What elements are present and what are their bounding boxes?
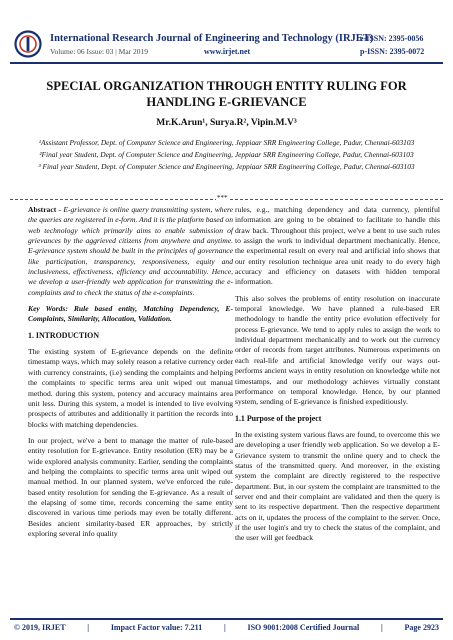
left-column — [28, 205, 233, 545]
footer-page-number: Page 2923 — [404, 623, 439, 632]
footer-impact-factor: Impact Factor value: 7.211 — [110, 623, 203, 632]
affiliation-3: ³ Final year Student, Dept. of Computer Science and Engineering, Jeppiaar SRR Engineering College, Padur, Chennai-603103 — [38, 162, 415, 172]
footer-rule — [10, 618, 443, 620]
irjet-logo-icon — [14, 30, 42, 58]
keywords — [28, 304, 233, 325]
right-column — [235, 205, 440, 550]
intro-paragraph-4: This also solves the problems of entity resolution on inaccurate temporal knowledge. We have planned a rule-based ER methodology to handle the entity price evolution effectively for process E-grievance. We tend to apply rules to assign the work to individual department mechanically and to work out the currency order of records from target attributes. Numerous experiments on each real-life and artificial knowledge verify our ways out-performs ancient ways in entity resolution on knowledge while not timestamps, and our methodology achieves virtually constant performance on temporal knowledge. Hence, by our planned system, sending of E-grievance is finished expeditiously. — [235, 293, 440, 407]
paper-title: SPECIAL ORGANIZATION THROUGH ENTITY RULING FOR HANDLING E-GRIEVANCE — [46, 79, 407, 109]
footer-copyright: © 2019, IRJET — [14, 623, 66, 632]
footer-separator: | — [381, 623, 383, 632]
intro-paragraph-2: In our project, we've a bent to manage the matter of rule-based entity resolution for E-grievance. Entity resolution (ER) may be a wide explored analysis community. Earlier, sending the complaints and helping the complaints to specific terms area unit wiped out manual method. In our planned system, we've enforced the rule-based entity resolution for sending the E-grievance. As a result of the elapsing of some time, records concerning the same entity discovered in various time periods may even be totally different. Besides ancient similarity-based ER approaches, by strictly exploring several info quality — [28, 435, 233, 538]
footer-separator: | — [87, 623, 90, 632]
abstract-label: Abstract - — [28, 205, 62, 214]
footer-separator: | — [223, 623, 226, 632]
affiliation-1: ¹Assistant Professor, Dept. of Computer Science and Engineering, Jeppiaar SRR Engineering College, Padur, Chennai-603103 — [38, 138, 415, 147]
footer-text — [14, 623, 439, 632]
affiliations — [20, 138, 433, 175]
footer-iso: ISO 9001:2008 Certified Journal — [247, 623, 360, 632]
paper-authors: Mr.K.Arun¹, Surya.R², Vipin.M.V³ — [156, 118, 297, 128]
journal-header — [0, 0, 453, 64]
intro-paragraph-3: rules, e.g., matching dependency and data currency, plentiful information are going to be obtained to facilitate to handle this draw back. Throughout this project, we've a bent to use such rules to assign the work to individual department mechanically. Hence, the experimental result on every real and artificial info shows that our entity resolution technique area unit ready to do every high accuracy and efficiency on datasets with hidden temporal information. — [235, 205, 440, 287]
journal-name: International Research Journal of Engineering and Technology (IRJET) — [50, 33, 374, 44]
intro-paragraph-1: The existing system of E-grievance depends on the definite timestamp ways, which may solely reason a relative currency order with currency constraints, (i.e) sending the complaints and helping the complaints to specific terms area unit wiped out manual method. during this system, potency and accuracy maintains area unit less. During this system, a model is intended to live evolving prospects of attributes and additionally it partition the records into blocks with matching dependencies. — [28, 347, 233, 429]
journal-website-link[interactable]: www.irjet.net — [204, 47, 251, 56]
divider-asterisks: *** — [217, 194, 228, 202]
keywords-label: Key Words: — [28, 304, 68, 314]
section-heading-purpose: 1.1 Purpose of the project — [235, 413, 322, 423]
abstract-text: E-grievance is online query transmitting system, where the queries are registered in e-form. And it is the platform based on web technology which primarily aims to enable submission of grievances by the aggrieved citizens from anywhere and anytime. E-grievance system should be built in the principles of governance like participation, transparency, responsiveness, equity and inclusiveness, effectiveness, efficiency and accountability. Hence, we develop a user-friendly web application for transmitting the e-complaints and to check the status of the e-complaints. — [28, 205, 233, 297]
eissn: e-ISSN: 2395-0056 — [360, 34, 424, 43]
header-rule — [10, 62, 443, 64]
page-footer — [0, 618, 453, 640]
pissn: p-ISSN: 2395-0072 — [360, 47, 425, 56]
volume-issue: Volume: 06 Issue: 03 | Mar 2019 — [50, 47, 149, 56]
section-heading-introduction: 1. INTRODUCTION — [28, 330, 100, 340]
abstract — [28, 205, 233, 298]
affiliation-2: ²Final year Student, Dept. of Computer Science and Engineering, Jeppiaar SRR Engineering College, Padur, Chennai-603103 — [39, 150, 414, 160]
keywords-text: Rule based entity, Matching Dependency, E-Complaints, Similarity, Allocation, Validation. — [28, 304, 233, 324]
purpose-paragraph: In the existing system various flaws are found, to overcome this we are developing a user friendly web application. So we develop a E-Grievance system to transmit the online query and to check the status of the transmitted query. And moreover, in the existing system the complaint are directly registered to the respective department. But, in our system the complaint are transmitted to the server end and their complaint are validated and then the query is sent to its respective department. Then the respective department acts on it, updates the process of the complaint to the server. Once, if the user login's and try to check the status of the complaint, and the user will get feedback — [235, 429, 440, 543]
